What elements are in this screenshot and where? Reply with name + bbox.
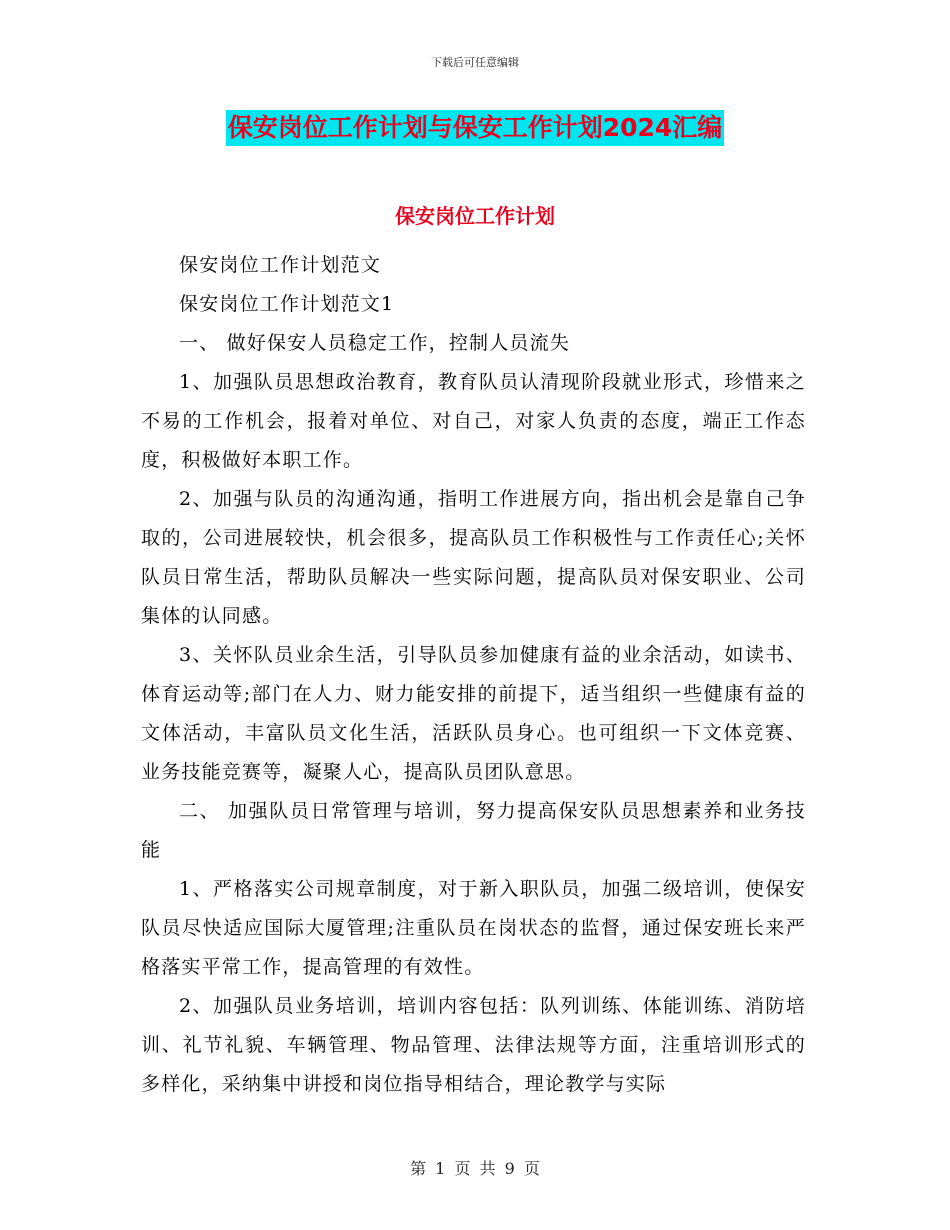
section-title: 保安岗位工作计划	[395, 204, 555, 228]
main-title: 保安岗位工作计划与保安工作计划2024汇编	[226, 110, 725, 146]
paragraph: 1、严格落实公司规章制度，对于新入职队员，加强二级培训，使保安队员尽快适应国际大厦管理;注重队员在岗状态的监督，通过保安班长来严格落实平常工作，提高管理的有效性。	[141, 878, 806, 978]
title-container	[0, 110, 950, 146]
paragraph: 保安岗位工作计划范文1	[179, 293, 395, 315]
paragraph: 2、加强队员业务培训，培训内容包括：队列训练、体能训练、消防培训、礼节礼貌、车辆管理、物品管理、法律法规等方面，注重培训形式的多样化，采纳集中讲授和岗位指导相结合，理论教学与实际	[141, 995, 806, 1095]
header-note: 下载后可任意编辑	[431, 56, 519, 69]
document-body	[141, 246, 806, 1104]
paragraph: 1、加强队员思想政治教育，教育队员认清现阶段就业形式，珍惜来之不易的工作机会，报着对单位、对自己，对家人负责的态度，端正工作态度，积极做好本职工作。	[141, 371, 806, 471]
paragraph: 二、 加强队员日常管理与培训，努力提高保安队员思想素养和业务技能	[141, 800, 806, 861]
paragraph: 2、加强与队员的沟通沟通，指明工作进展方向，指出机会是靠自己争取的，公司进展较快，机会很多，提高队员工作积极性与工作责任心;关怀队员日常生活，帮助队员解决一些实际问题，提高队员对保安职业、公司集体的认同感。	[141, 488, 806, 627]
paragraph: 3、关怀队员业余生活，引导队员参加健康有益的业余活动，如读书、体育运动等;部门在人力、财力能安排的前提下，适当组织一些健康有益的文体活动，丰富队员文化生活，活跃队员身心。也可组织一下文体竞赛、业务技能竞赛等，凝聚人心，提高队员团队意思。	[141, 644, 806, 783]
page-footer: 第 1 页 共 9 页	[410, 1159, 540, 1178]
paragraph: 保安岗位工作计划范文	[179, 254, 382, 276]
paragraph: 一、 做好保安人员稳定工作，控制人员流失	[179, 332, 571, 354]
